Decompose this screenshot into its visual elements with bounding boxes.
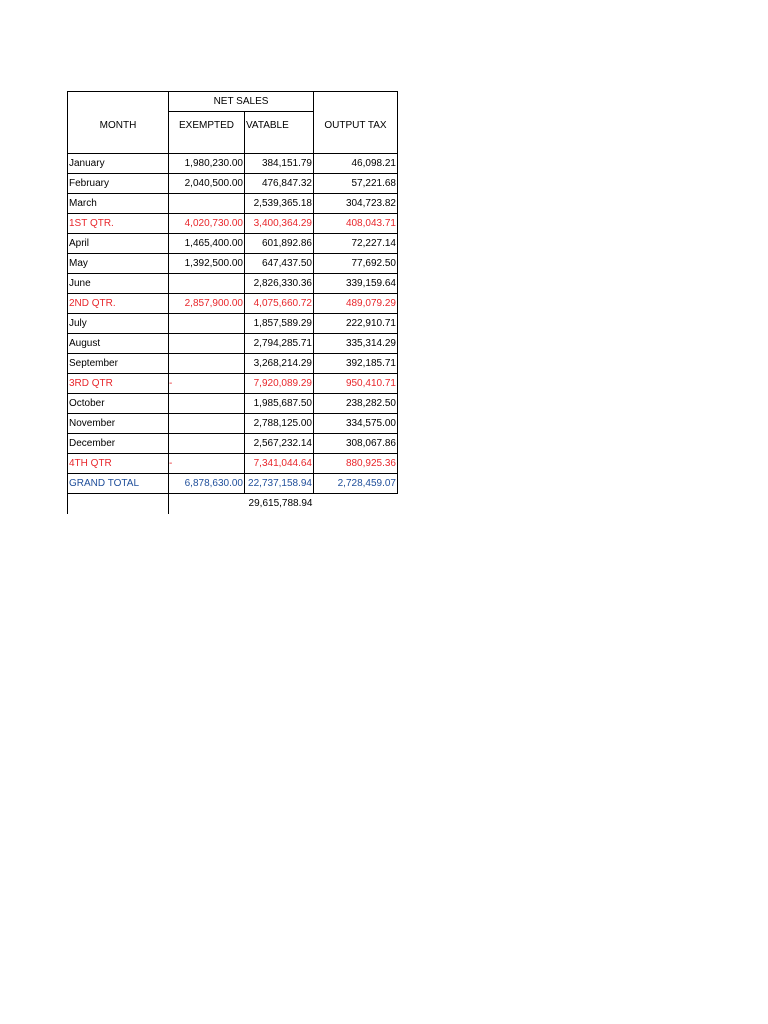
exempted-cell [169,434,245,454]
output-tax-cell: 238,282.50 [314,394,398,414]
vatable-cell: 2,539,365.18 [245,194,314,214]
vatable-cell: 2,826,330.36 [245,274,314,294]
footer-empty-cell [169,494,245,514]
row-label-cell: November [68,414,169,434]
vatable-cell: 4,075,660.72 [245,294,314,314]
header-spacer [245,134,314,154]
row-label-cell: February [68,174,169,194]
sales-tax-table-container [67,91,398,514]
table-row [68,434,398,454]
table-row [68,394,398,414]
vatable-cell: 2,788,125.00 [245,414,314,434]
table-row [68,174,398,194]
vatable-cell: 647,437.50 [245,254,314,274]
row-label-cell: May [68,254,169,274]
vatable-cell: 2,794,285.71 [245,334,314,354]
output-tax-cell: 334,575.00 [314,414,398,434]
row-label-cell: June [68,274,169,294]
vatable-cell: 7,920,089.29 [245,374,314,394]
exempted-cell: 1,465,400.00 [169,234,245,254]
footer-empty-cell [314,494,398,514]
header-spacer [169,134,245,154]
vatable-cell: 601,892.86 [245,234,314,254]
row-label-cell: July [68,314,169,334]
table-row [68,274,398,294]
row-label-cell: 4TH QTR [68,454,169,474]
combined-total-row [68,494,398,514]
output-tax-header: OUTPUT TAX [314,112,398,134]
output-tax-cell: 950,410.71 [314,374,398,394]
exempted-cell [169,394,245,414]
footer-empty-cell [68,494,169,514]
table-row [68,354,398,374]
output-tax-cell: 222,910.71 [314,314,398,334]
table-row [68,314,398,334]
vatable-cell: 2,567,232.14 [245,434,314,454]
row-label-cell: April [68,234,169,254]
exempted-cell [169,274,245,294]
header-spacer [314,134,398,154]
exempted-cell: 2,040,500.00 [169,174,245,194]
exempted-cell [169,314,245,334]
row-label-cell: January [68,154,169,174]
output-tax-cell: 2,728,459.07 [314,474,398,494]
output-tax-cell: 392,185.71 [314,354,398,374]
row-label-cell: December [68,434,169,454]
month-header-top [68,92,169,112]
row-label-cell: GRAND TOTAL [68,474,169,494]
exempted-cell [169,414,245,434]
output-tax-cell: 304,723.82 [314,194,398,214]
vatable-cell: 384,151.79 [245,154,314,174]
output-tax-cell: 308,067.86 [314,434,398,454]
exempted-cell [169,354,245,374]
exempted-cell: - [169,374,245,394]
table-row [68,414,398,434]
output-tax-cell: 489,079.29 [314,294,398,314]
grand-total-row [68,474,398,494]
output-tax-cell: 880,925.36 [314,454,398,474]
vatable-cell: 1,985,687.50 [245,394,314,414]
exempted-cell: - [169,454,245,474]
output-tax-cell: 57,221.68 [314,174,398,194]
output-tax-cell: 408,043.71 [314,214,398,234]
exempted-cell: 1,980,230.00 [169,154,245,174]
row-label-cell: October [68,394,169,414]
exempted-cell: 4,020,730.00 [169,214,245,234]
quarter-total-row [68,454,398,474]
output-tax-cell: 335,314.29 [314,334,398,354]
combined-total-cell: 29,615,788.94 [248,498,313,510]
row-label-cell: August [68,334,169,354]
quarter-total-row [68,374,398,394]
table-row [68,254,398,274]
exempted-cell: 6,878,630.00 [169,474,245,494]
table-row [68,234,398,254]
output-tax-cell: 339,159.64 [314,274,398,294]
vatable-cell: 3,268,214.29 [245,354,314,374]
vatable-cell: 3,400,364.29 [245,214,314,234]
quarter-total-row [68,214,398,234]
sales-tax-table [67,91,398,514]
quarter-total-row [68,294,398,314]
vatable-cell: 476,847.32 [245,174,314,194]
output-tax-cell: 72,227.14 [314,234,398,254]
output-tax-header-top [314,92,398,112]
table-row [68,194,398,214]
exempted-cell [169,194,245,214]
month-header: MONTH [68,112,169,134]
net-sales-header: NET SALES [169,92,314,112]
row-label-cell: March [68,194,169,214]
row-label-cell: 3RD QTR [68,374,169,394]
table-row [68,154,398,174]
row-label-cell: 1ST QTR. [68,214,169,234]
exempted-cell: 2,857,900.00 [169,294,245,314]
vatable-cell: 22,737,158.94 [245,474,314,494]
vatable-cell: 7,341,044.64 [245,454,314,474]
vatable-header: VATABLE [245,112,314,134]
output-tax-cell: 46,098.21 [314,154,398,174]
exempted-cell [169,334,245,354]
exempted-cell: 1,392,500.00 [169,254,245,274]
vatable-cell: 1,857,589.29 [245,314,314,334]
exempted-header: EXEMPTED [169,112,245,134]
table-row [68,334,398,354]
output-tax-cell: 77,692.50 [314,254,398,274]
row-label-cell: September [68,354,169,374]
row-label-cell: 2ND QTR. [68,294,169,314]
header-spacer [68,134,169,154]
